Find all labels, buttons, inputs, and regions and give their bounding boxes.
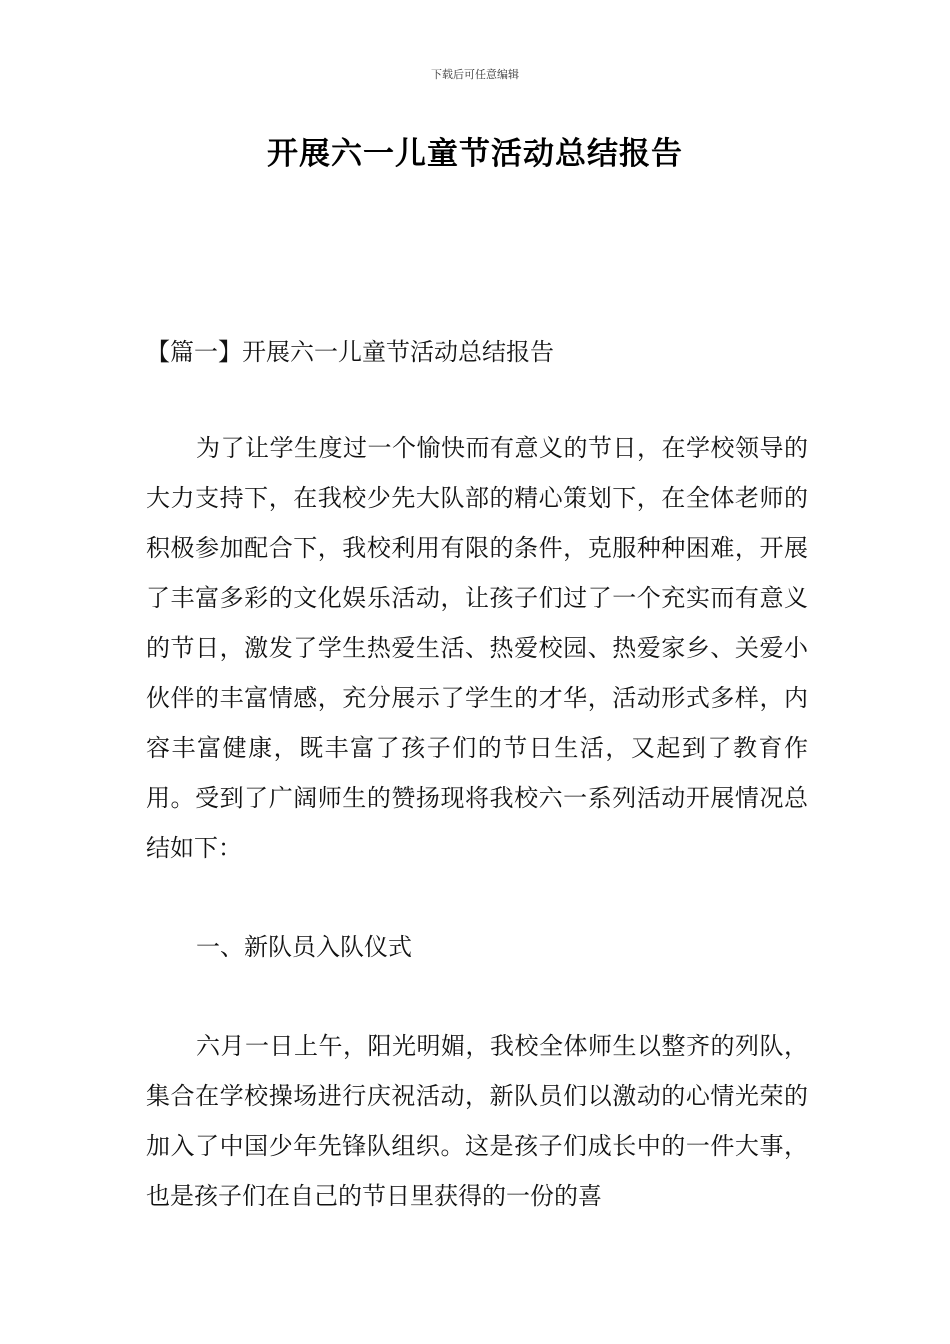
subheading-ceremony: 一、新队员入队仪式	[196, 933, 412, 961]
section-heading: 【篇一】开展六一儿童节活动总结报告	[146, 338, 554, 366]
paragraph-intro: 为了让学生度过一个愉快而有意义的节日，在学校领导的大力支持下，在我校少先大队部的精心策划下，在全体老师的积极参加配合下，我校利用有限的条件，克服种种困难，开展了丰富多彩的文化娱乐活动，让孩子们过了一个充实而有意义的节日，激发了学生热爱生活、热爱校园、热爱家乡、关爱小伙伴的丰富情感，充分展示了学生的才华，活动形式多样，内容丰富健康，既丰富了孩子们的节日生活，又起到了教育作用。受到了广阔师生的赞扬现将我校六一系列活动开展情况总结如下：	[146, 434, 808, 862]
document-title: 开展六一儿童节活动总结报告	[267, 136, 683, 172]
header-note: 下载后可任意编辑	[431, 68, 519, 81]
paragraph-ceremony: 六月一日上午，阳光明媚，我校全体师生以整齐的列队，集合在学校操场进行庆祝活动，新队员们以激动的心情光荣的加入了中国少年先锋队组织。这是孩子们成长中的一件大事，也是孩子们在自己的节日里获得的一份的喜	[146, 1032, 808, 1210]
